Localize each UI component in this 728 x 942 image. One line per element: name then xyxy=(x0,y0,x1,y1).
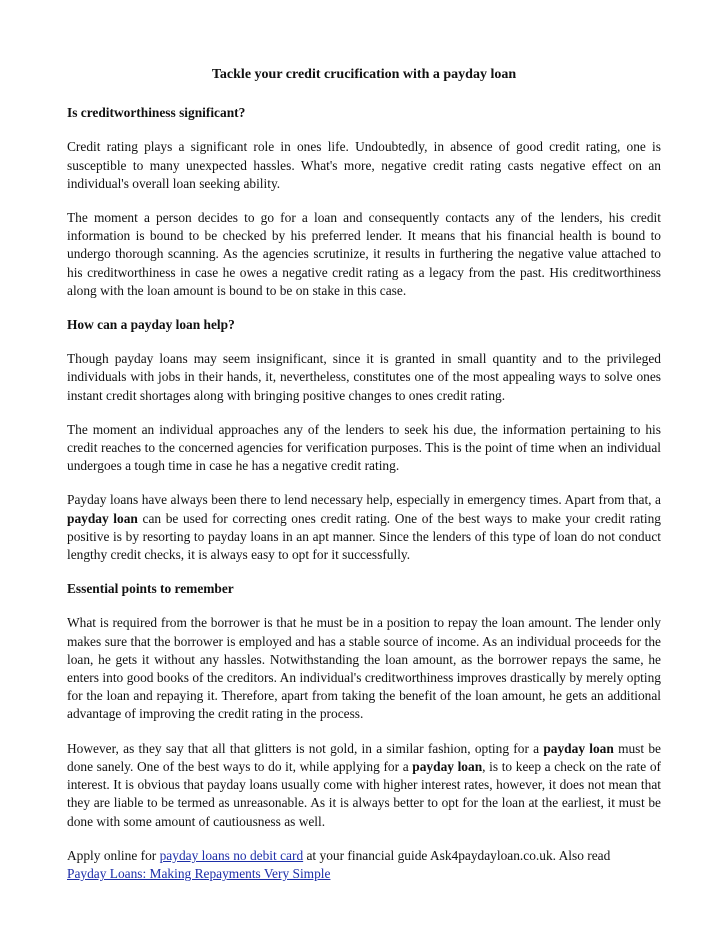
paragraph: Credit rating plays a significant role in ones life. Undoubtedly, in absence of good credit rating, one is susceptible to many unexpected hassles. What's more, negative credit rating casts negative effect on an individual's overall loan seeking ability. xyxy=(67,139,661,191)
text-run: Apply online for xyxy=(67,847,160,863)
document-title: Tackle your credit crucification with a payday loan xyxy=(211,67,517,82)
paragraph xyxy=(67,491,661,564)
footer-paragraph xyxy=(67,847,661,883)
paragraph: Though payday loans may seem insignificant, since it is granted in small quantity and to the privileged individuals with jobs in their hands, it, nevertheless, constitutes one of the most appealing ways to solve ones instant credit shortages along with bringing positive changes to ones credit rating. xyxy=(67,351,661,403)
paragraph: What is required from the borrower is that he must be in a position to repay the loan amount. The lender only makes sure that the borrower is employed and has a stable source of income. As an individual proceeds for the loan, he gets it without any hassles. Notwithstanding the loan amount, as the borrower repays the same, he enters into good books of the creditors. An individual's creditworthiness improves drastically by merely opting for the loan and repaying it. Therefore, apart from taking the benefit of the loan amount, he gets an additional advantage of improving the credit rating in the process. xyxy=(67,615,661,722)
payday-loans-repayments-link[interactable]: Payday Loans: Making Repayments Very Simple xyxy=(67,865,331,881)
text-run: However, as they say that all that glitters is not gold, in a similar fashion, opting for a xyxy=(67,740,544,756)
section-heading-essential-points: Essential points to remember xyxy=(67,581,234,597)
section-heading-creditworthiness: Is creditworthiness significant? xyxy=(67,105,246,121)
paragraph: The moment a person decides to go for a loan and consequently contacts any of the lenders, his credit information is bound to be checked by his preferred lender. It means that his financial health is bound to undergo thorough scanning. As the agencies scrutinize, it results in furthering the negative value attached to his creditworthiness in case he owes a negative credit rating as a legacy from the past. His creditworthiness along with the loan amount is bound to be on stake in this case. xyxy=(67,210,661,298)
document-page xyxy=(67,66,661,899)
paragraph xyxy=(67,740,661,831)
bold-term: payday loan xyxy=(412,758,483,774)
text-run: at your financial guide Ask4paydayloan.co.uk. Also read xyxy=(303,847,611,863)
bold-term: payday loan xyxy=(543,740,614,756)
text-run: can be used for correcting ones credit rating. One of the best ways to make your credit rating positive is by resorting to payday loans in an apt manner. Since the lenders of this type of loan do not conduct lengthy credit checks, it is always easy to opt for it successfully. xyxy=(67,510,662,563)
text-run: , is to keep a check on the rate of interest. It is obvious that payday loans usually come with higher interest rates, however, it does not mean that they are liable to be termed as unreasonable. As it is always better to opt for the loan at the earliest, it must be done with some amount of cautiousness as well. xyxy=(67,758,661,829)
section-heading-payday-help: How can a payday loan help? xyxy=(67,317,235,333)
payday-loans-no-debit-card-link[interactable]: payday loans no debit card xyxy=(159,847,304,863)
paragraph: The moment an individual approaches any of the lenders to seek his due, the information pertaining to his credit reaches to the concerned agencies for verification purposes. This is the point of time when an individual undergoes a tough time in case he has a negative credit rating. xyxy=(67,421,661,474)
bold-term: payday loan xyxy=(67,510,138,526)
text-run: must be done sanely. One of the best ways to do it, while applying for a xyxy=(67,740,661,774)
text-run: Payday loans have always been there to lend necessary help, especially in emergency times. Apart from that, a xyxy=(67,492,661,508)
